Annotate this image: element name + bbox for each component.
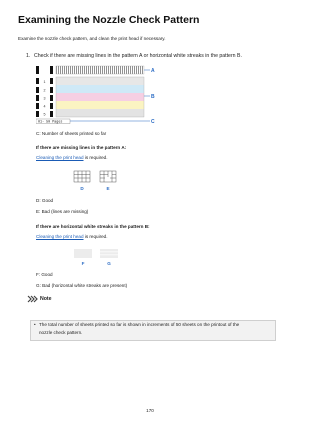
note-line-2: nozzle check pattern. [39, 330, 83, 335]
caption-g: G: Bad (horizontal white streaks are present) [36, 283, 128, 288]
pattern-a-lines [56, 66, 144, 74]
label-f: F [81, 261, 85, 266]
good-grid [74, 171, 90, 182]
row-mark: 1 [43, 80, 46, 84]
label-g: G [107, 261, 111, 266]
caption-e: E: Bad (lines are missing) [36, 209, 89, 214]
caption-f: F: Good [36, 272, 53, 277]
sheet-counter: 01- 50 Pages [38, 120, 63, 124]
stripe-band [56, 93, 144, 101]
row-mark: 2 [43, 88, 46, 93]
heading-missing-lines: If there are missing lines in the pattern A: [36, 145, 127, 150]
label-d: D [80, 186, 84, 191]
heading-white-streaks: If there are horizontal white streaks in the pattern B: [36, 224, 150, 229]
good-stripe [74, 249, 92, 258]
stripe-band [56, 77, 144, 85]
row-mark: 4 [43, 104, 46, 109]
caption-d: D: Good [36, 198, 54, 203]
cleaning-sentence-1 [36, 155, 108, 161]
required-text: is required. [83, 234, 108, 239]
cleaning-link[interactable]: Cleaning the print head [36, 234, 84, 239]
callout-b: B [151, 94, 155, 100]
pattern-b-stripes [56, 77, 144, 117]
note-bullet: • [34, 322, 36, 327]
cleaning-link[interactable]: Cleaning the print head [36, 155, 84, 160]
cleaning-sentence-2 [36, 234, 108, 240]
nozzle-pattern-figure [36, 64, 166, 124]
row-mark: 5 [43, 112, 46, 117]
step-text: Check if there are missing lines in the pattern A or horizontal white streaks in the pattern B. [34, 53, 242, 59]
stripe-band [56, 101, 144, 109]
streak-pattern-figure [72, 248, 132, 268]
callout-c: C [151, 119, 155, 124]
page-title: Examining the Nozzle Check Pattern [18, 14, 200, 26]
grid-pattern-figure [72, 170, 132, 194]
page-number: 170 [146, 408, 154, 413]
row-mark: 3 [43, 96, 46, 101]
required-text: is required. [83, 155, 108, 160]
stripe-band [56, 109, 144, 117]
intro-text: Examine the nozzle check pattern, and clean the print head if necessary. [18, 36, 166, 41]
callout-a: A [151, 68, 155, 74]
label-e: E [106, 186, 110, 191]
bad-stripe [100, 249, 118, 258]
caption-c: C: Number of sheets printed so far [36, 131, 107, 136]
note-icon [27, 295, 39, 303]
note-heading: Note [40, 296, 52, 302]
step-number: 1. [26, 53, 31, 59]
bad-grid [100, 171, 116, 182]
stripe-band [56, 85, 144, 93]
note-line-1: The total number of sheets printed so far is shown in increments of 50 sheets on the printout of the [39, 322, 240, 327]
